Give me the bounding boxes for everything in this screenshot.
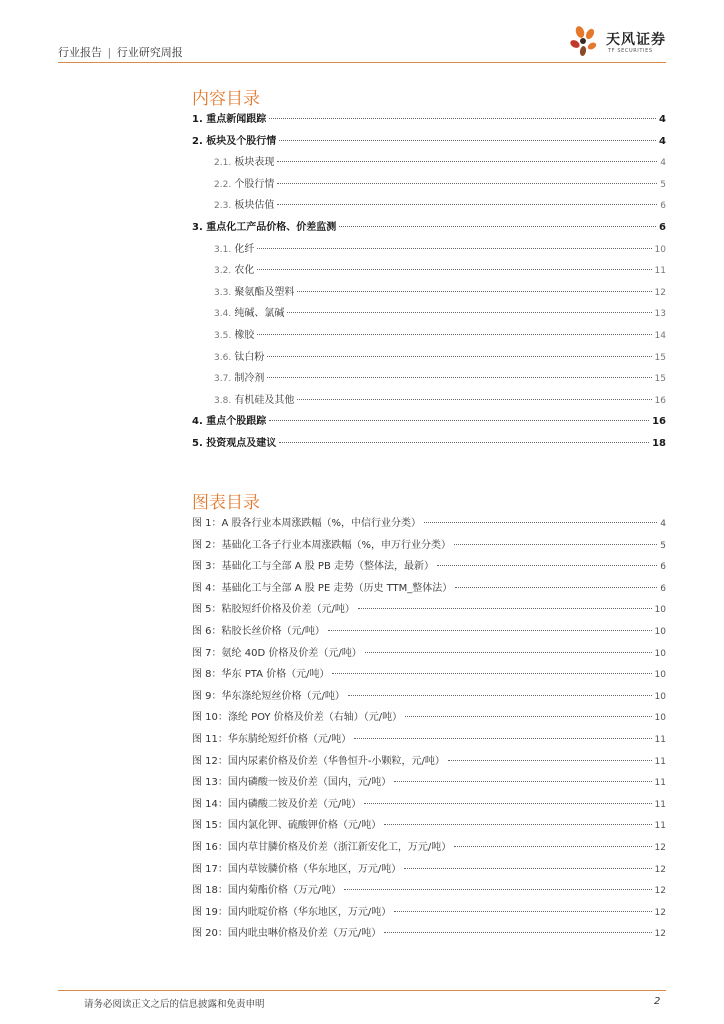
figure-entry-label: 图 3：基础化工与全部 A 股 PB 走势（整体法，最新） [192, 561, 434, 573]
figure-entry-label: 图 19：国内吡啶价格（华东地区，万元/吨） [192, 906, 392, 918]
figure-list-entry[interactable] [192, 730, 666, 752]
dot-leader [424, 522, 657, 523]
report-subcategory: 行业研究周报 [116, 46, 183, 59]
tf-securities-logo [566, 24, 676, 60]
toc-entry-label: 1. 重点新闻跟踪 [192, 114, 267, 125]
figure-page-number: 6 [660, 583, 666, 594]
toc-entry-number: 3.7. [214, 374, 232, 385]
dot-leader [348, 695, 652, 696]
figure-list-entry[interactable] [192, 665, 666, 687]
toc-entry-label: 3. 重点化工产品价格、价差监测 [192, 221, 337, 233]
figure-page-number: 11 [654, 821, 666, 832]
figure-entry-label: 图 4：基础化工与全部 A 股 PE 走势（历史 TTM_整体法） [192, 582, 453, 594]
header-separator: | [107, 46, 112, 59]
dot-leader [297, 399, 651, 400]
dot-leader [257, 248, 651, 249]
toc-page-number: 4 [660, 158, 666, 169]
dot-leader [405, 716, 651, 717]
toc-page-number: 15 [654, 374, 666, 385]
dot-leader [339, 226, 656, 227]
toc-entry-number: 2.3. [214, 201, 232, 212]
figure-page-number: 11 [654, 778, 666, 789]
toc-page-number: 10 [654, 244, 666, 255]
figure-page-number: 10 [654, 605, 666, 616]
figure-entry-label: 图 7：氨纶 40D 价格及价差（元/吨） [192, 647, 362, 659]
figure-page-number: 10 [654, 691, 666, 702]
dot-leader [365, 652, 652, 653]
dot-leader [394, 781, 651, 782]
toc-section-entry[interactable] [192, 240, 666, 262]
figure-list-entry[interactable] [192, 644, 666, 666]
figure-entry-label: 图 5：粘胶短纤价格及价差（元/吨） [192, 604, 355, 616]
toc-chapter-entry[interactable] [192, 434, 666, 456]
figure-page-number: 12 [654, 842, 666, 853]
toc-entry-label: 纯碱、氯碱 [234, 308, 285, 320]
toc-section-entry[interactable] [192, 283, 666, 305]
toc-entry-number: 3.3. [214, 287, 232, 298]
toc-page-number: 16 [654, 395, 666, 406]
dot-leader [269, 420, 649, 421]
dot-leader [455, 587, 657, 588]
toc-section-entry[interactable] [192, 348, 666, 370]
disclaimer-text: 请务必阅读正文之后的信息披露和免责申明 [84, 999, 265, 1010]
toc-entry-label: 4. 重点个股跟踪 [192, 416, 267, 428]
figure-page-number: 5 [660, 540, 666, 551]
toc-page-number: 5 [660, 179, 666, 190]
figure-entry-label: 图 20：国内吡虫啉价格及价差（万元/吨） [192, 928, 382, 940]
toc-page-number: 18 [652, 437, 666, 449]
figure-page-number: 10 [654, 713, 666, 724]
toc-entry-label: 2. 板块及个股行情 [192, 135, 277, 147]
figure-entry-label: 图 10：涤纶 POY 价格及价差（右轴）（元/吨） [192, 712, 403, 724]
toc-entry-number: 2.1. [214, 158, 232, 169]
figure-list-entry[interactable] [192, 881, 666, 903]
figure-list-entry[interactable] [192, 795, 666, 817]
toc-page-number: 6 [660, 201, 666, 212]
toc-entry-label: 钛白粉 [234, 351, 265, 363]
figures-title: 图表目录 [192, 493, 260, 513]
figure-entry-label: 图 16：国内草甘膦价格及价差（浙江新安化工，万元/吨） [192, 841, 452, 853]
dot-leader [277, 161, 657, 162]
toc-entry-number: 3.4. [214, 309, 232, 320]
header-divider [58, 62, 666, 63]
dot-leader [279, 442, 649, 443]
dot-leader [328, 630, 652, 631]
toc-page-number: 15 [654, 352, 666, 363]
dot-leader [384, 932, 651, 933]
dot-leader [454, 846, 651, 847]
flower-logo-icon [566, 24, 606, 60]
toc-entry-number: 3.5. [214, 330, 232, 341]
page-number: 2 [654, 996, 661, 1007]
figure-entry-label: 图 1：A 股各行业本周涨跌幅（%，中信行业分类） [192, 518, 422, 529]
figure-entry-label: 图 6：粘胶长丝价格（元/吨） [192, 625, 325, 637]
report-category: 行业报告 [58, 46, 102, 59]
dot-leader [257, 269, 651, 270]
figure-page-number: 10 [654, 648, 666, 659]
contents-list [192, 110, 666, 456]
figure-list-entry[interactable] [192, 838, 666, 860]
footer-divider [58, 990, 666, 991]
dot-leader [269, 118, 656, 119]
toc-entry-number: 3.1. [214, 244, 232, 255]
figure-entry-label: 图 18：国内菊酯价格（万元/吨） [192, 885, 342, 897]
toc-page-number: 13 [654, 309, 666, 320]
toc-page-number: 14 [654, 330, 666, 341]
figure-list-entry[interactable] [192, 708, 666, 730]
figure-page-number: 12 [654, 929, 666, 940]
toc-page-number: 12 [654, 287, 666, 298]
toc-entry-label: 制冷剂 [234, 373, 265, 385]
toc-page-number: 4 [659, 135, 666, 147]
toc-entry-number: 3.2. [214, 266, 232, 277]
figure-entry-label: 图 9：华东涤纶短丝价格（元/吨） [192, 690, 345, 702]
figure-list-entry[interactable] [192, 579, 666, 601]
figure-entry-label: 图 14：国内磷酸二铵及价差（元/吨） [192, 798, 362, 810]
figure-list-entry[interactable] [192, 536, 666, 558]
toc-chapter-entry[interactable] [192, 110, 666, 132]
dot-leader [454, 544, 657, 545]
dot-leader [344, 889, 651, 890]
toc-chapter-entry[interactable] [192, 218, 666, 240]
brand-name: 天风证券 [606, 32, 666, 48]
figures-list [192, 514, 666, 946]
toc-entry-label: 农化 [234, 265, 255, 277]
dot-leader [358, 608, 652, 609]
figure-page-number: 11 [654, 756, 666, 767]
figure-page-number: 12 [654, 907, 666, 918]
figure-page-number: 6 [660, 562, 666, 573]
figure-entry-label: 图 15：国内氯化钾、硫酸钾价格（元/吨） [192, 820, 382, 832]
toc-section-entry[interactable] [192, 369, 666, 391]
figure-list-entry[interactable] [192, 773, 666, 795]
brand-subtitle: TF SECURITIES [608, 48, 653, 54]
dot-leader [364, 803, 651, 804]
figure-list-entry[interactable] [192, 557, 666, 579]
dot-leader [279, 140, 656, 141]
figure-page-number: 10 [654, 670, 666, 681]
figure-list-entry[interactable] [192, 860, 666, 882]
figure-list-entry[interactable] [192, 752, 666, 774]
figure-list-entry[interactable] [192, 924, 666, 946]
figure-entry-label: 图 11：华东腈纶短纤价格（元/吨） [192, 733, 352, 745]
toc-section-entry[interactable] [192, 261, 666, 283]
figure-list-entry[interactable] [192, 514, 666, 536]
figure-page-number: 10 [654, 626, 666, 637]
figure-entry-label: 图 12：国内尿素价格及价差（华鲁恒升-小颗粒，元/吨） [192, 755, 445, 767]
toc-entry-number: 3.6. [214, 352, 232, 363]
figure-list-entry[interactable] [192, 903, 666, 925]
figure-page-number: 4 [660, 519, 666, 529]
toc-page-number: 16 [652, 416, 666, 428]
toc-entry-label: 个股行情 [234, 178, 275, 190]
toc-section-entry[interactable] [192, 304, 666, 326]
toc-entry-number: 2.2. [214, 179, 232, 190]
figure-list-entry[interactable] [192, 816, 666, 838]
dot-leader [354, 738, 651, 739]
figure-entry-label: 图 8：华东 PTA 价格（元/吨） [192, 669, 330, 681]
dot-leader [384, 824, 651, 825]
toc-entry-label: 板块表现 [234, 157, 275, 169]
figure-list-entry[interactable] [192, 600, 666, 622]
toc-entry-label: 有机硅及其他 [234, 394, 295, 406]
toc-entry-label: 聚氨酯及塑料 [234, 286, 295, 298]
dot-leader [437, 565, 657, 566]
figure-entry-label: 图 17：国内草铵膦价格（华东地区，万元/吨） [192, 863, 402, 875]
dot-leader [297, 291, 651, 292]
dot-leader [394, 911, 651, 912]
toc-chapter-entry[interactable] [192, 132, 666, 154]
toc-section-entry[interactable] [192, 175, 666, 197]
figure-page-number: 12 [654, 886, 666, 897]
figure-page-number: 11 [654, 734, 666, 745]
dot-leader [332, 673, 651, 674]
figure-entry-label: 图 2：基础化工各子行业本周涨跌幅（%，申万行业分类） [192, 539, 452, 551]
dot-leader [404, 868, 651, 869]
toc-entry-number: 3.8. [214, 395, 232, 406]
figure-page-number: 12 [654, 864, 666, 875]
report-type-header [58, 44, 183, 60]
figure-list-entry[interactable] [192, 622, 666, 644]
dot-leader [257, 334, 651, 335]
toc-section-entry[interactable] [192, 196, 666, 218]
dot-leader [267, 356, 651, 357]
toc-page-number: 4 [659, 114, 666, 125]
figure-list-entry[interactable] [192, 687, 666, 709]
toc-page-number: 11 [654, 266, 666, 277]
toc-entry-label: 化纤 [234, 243, 255, 255]
toc-entry-label: 5. 投资观点及建议 [192, 437, 277, 449]
toc-page-number: 6 [659, 221, 666, 233]
figure-entry-label: 图 13：国内磷酸一铵及价差（国内，元/吨） [192, 777, 392, 789]
toc-entry-label: 板块估值 [234, 200, 275, 212]
toc-chapter-entry[interactable] [192, 412, 666, 434]
dot-leader [287, 312, 651, 313]
dot-leader [277, 183, 657, 184]
dot-leader [267, 377, 651, 378]
toc-section-entry[interactable] [192, 391, 666, 413]
dot-leader [277, 204, 657, 205]
toc-section-entry[interactable] [192, 326, 666, 348]
contents-title: 内容目录 [192, 89, 260, 109]
toc-section-entry[interactable] [192, 153, 666, 175]
toc-entry-label: 橡胶 [234, 329, 255, 341]
dot-leader [448, 760, 652, 761]
figure-page-number: 11 [654, 799, 666, 810]
